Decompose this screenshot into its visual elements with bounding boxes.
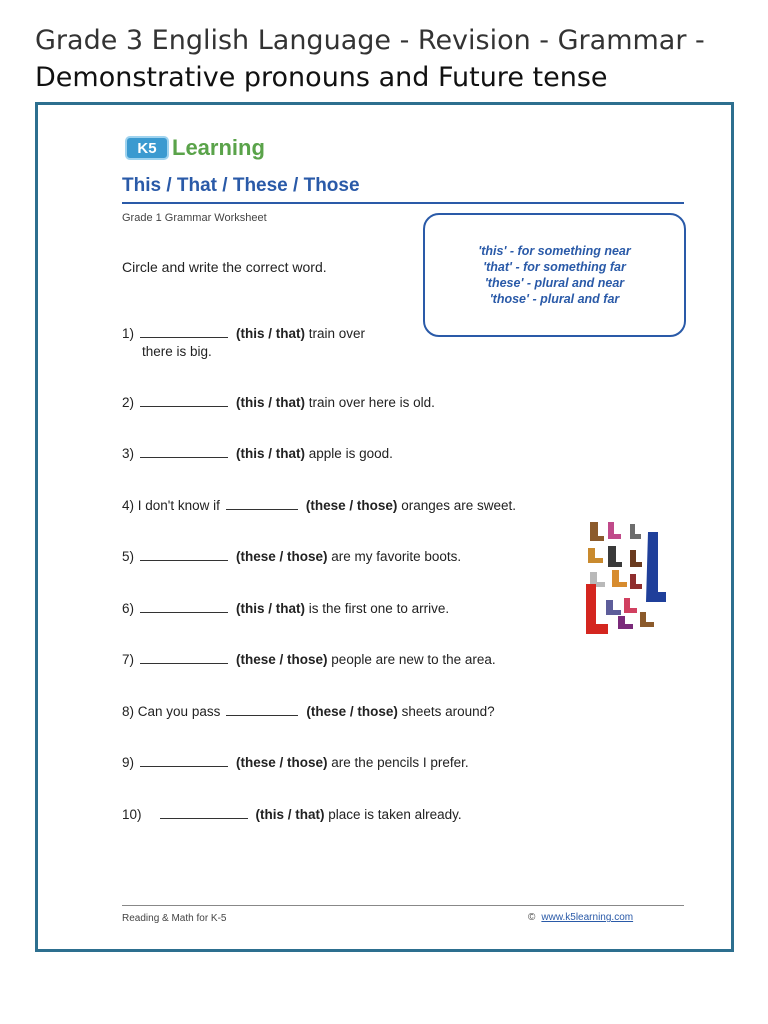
footer-divider [122,905,684,906]
answer-blank [226,704,298,716]
question-number: 2) [122,395,135,410]
question-number: 6) [122,601,135,616]
question-text: sheets around? [401,704,495,719]
question-text: is the first one to arrive. [308,601,450,616]
boots-illustration [582,520,668,635]
question-choice: (this / that) [236,395,306,410]
answer-blank [140,446,228,458]
question-text-before: I don't know if [137,498,220,513]
question-number: 7) [122,652,135,667]
question-choice: (these / those) [305,498,398,513]
answer-blank [140,601,228,613]
answer-blank [140,326,228,338]
answer-blank [160,807,248,819]
footer-url-link[interactable]: www.k5learning.com [541,912,634,923]
hint-line: 'those' - plural and far [489,292,620,306]
footer-tagline: Reading & Math for K-5 [122,913,227,924]
answer-blank [140,652,228,664]
question-text: are the pencils I prefer. [331,755,469,770]
question-choice: (these / those) [236,652,328,667]
question-number: 4) [122,498,135,513]
hint-line: 'these' - plural and near [484,276,625,290]
question-text: apple is good. [308,446,393,461]
page-heading [35,22,755,96]
question-choice: (this / that) [236,446,306,461]
k5-logo-badge: K5 [125,136,169,160]
question-text: train over [308,326,366,341]
question-number: 8) [122,704,135,719]
question-text: are my favorite boots. [331,549,462,564]
answer-blank [140,755,228,767]
answer-blank [226,498,298,510]
question-9 [122,754,469,772]
question-number: 10) [122,807,142,822]
question-choice: (these / those) [306,704,398,719]
question-choice: (these / those) [236,755,328,770]
question-choice: (these / those) [236,549,328,564]
k5-logo-text: Learning [172,135,265,160]
question-5 [122,548,461,566]
question-number: 9) [122,755,135,770]
question-text: oranges are sweet. [401,498,517,513]
question-text: train over here is old. [308,395,435,410]
question-number: 5) [122,549,135,564]
copyright-symbol: © [528,912,536,923]
question-number: 1) [122,326,135,341]
worksheet-instruction: Circle and write the correct word. [122,259,327,275]
question-choice: (this / that) [236,601,306,616]
question-8 [122,703,495,721]
worksheet-image [35,102,734,952]
worksheet-subtitle: Grade 1 Grammar Worksheet [122,212,267,224]
footer-credit [528,912,633,923]
worksheet-title: This / That / These / Those [122,175,360,196]
question-10 [122,806,462,824]
hint-line: 'that' - for something far [483,260,626,274]
question-text-continued: there is big. [142,344,212,359]
question-4 [122,497,516,515]
hint-line: 'this' - for something near [478,244,631,258]
hint-box [423,213,686,337]
title-divider [122,202,684,204]
question-2 [122,394,435,412]
answer-blank [140,549,228,561]
question-7 [122,651,496,669]
question-3 [122,445,393,463]
boot-icon [586,522,666,634]
question-text-before: Can you pass [137,704,221,719]
question-text: people are new to the area. [331,652,496,667]
question-number: 3) [122,446,135,461]
k5-logo [125,135,265,161]
question-choice: (this / that) [236,326,306,341]
question-6 [122,600,449,618]
question-choice: (this / that) [255,807,325,822]
page-title-line1: Grade 3 English Language - Revision - Grammar - [35,25,705,56]
question-text: place is taken already. [328,807,462,822]
answer-blank [140,395,228,407]
question-1 [122,325,365,361]
page-title-line2: Demonstrative pronouns and Future tense [35,62,608,93]
